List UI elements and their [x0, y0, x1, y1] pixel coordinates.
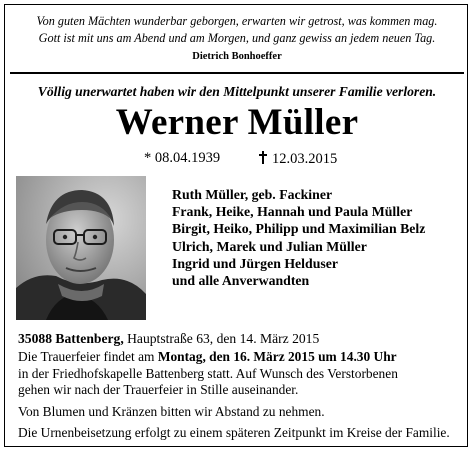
deceased-name: Werner Müller — [115, 102, 359, 143]
flowers-note: Von Blumen und Kränzen bitten wir Abstand zu nehmen. — [18, 403, 325, 419]
mourner-line: Frank, Heike, Hannah und Paula Müller — [172, 204, 413, 220]
address-line — [18, 331, 319, 347]
quote-line-1: Von guten Mächten wunderbar geborgen, erwarten wir getrost, was kommen mag. — [36, 14, 438, 28]
birth-date: * 08.04.1939 — [144, 150, 221, 166]
service-intro: Die Trauerfeier findet am — [18, 349, 158, 364]
portrait-photo — [16, 176, 146, 320]
mourner-line: Ingrid und Jürgen Helduser — [172, 255, 338, 271]
lead-sentence: Völlig unerwartet haben wir den Mittelpunkt unserer Familie verloren. — [37, 84, 437, 99]
cross-icon — [258, 151, 268, 164]
portrait-image — [16, 176, 146, 320]
service-line-3: gehen wir nach der Trauerfeier in Stille auseinander. — [18, 382, 299, 398]
mourners-list — [172, 186, 425, 289]
service-datetime: Montag, den 16. März 2015 um 14.30 Uhr — [157, 349, 397, 364]
mourner-line: Birgit, Heiko, Philipp und Maximilian Belz — [172, 221, 426, 237]
mourner-line: und alle Anverwandten — [172, 273, 310, 289]
death-date-wrap — [258, 150, 337, 168]
death-date: 12.03.2015 — [272, 151, 338, 167]
service-line-2: in der Friedhofskapelle Battenberg statt. Auf Wunsch des Verstorbenen — [18, 365, 398, 381]
address-place: 35088 Battenberg, — [18, 331, 124, 346]
quote-author: Dietrich Bonhoeffer — [192, 51, 282, 62]
urn-note: Die Urnenbeisetzung erfolgt zu einem späteren Zeitpunkt im Kreise der Familie. — [18, 425, 450, 441]
address-rest: Hauptstraße 63, den 14. März 2015 — [123, 331, 320, 346]
service-line-1 — [18, 349, 466, 366]
service-details — [18, 349, 466, 442]
mourner-line: Ulrich, Marek und Julian Müller — [172, 238, 367, 254]
mourner-line: Ruth Müller, geb. Fackiner — [172, 187, 333, 202]
divider-line — [10, 72, 464, 74]
quote-line-2: Gott ist mit uns am Abend und am Morgen, und ganz gewiss an jedem neuen Tag. — [38, 31, 436, 45]
bonhoeffer-quote — [10, 13, 464, 47]
